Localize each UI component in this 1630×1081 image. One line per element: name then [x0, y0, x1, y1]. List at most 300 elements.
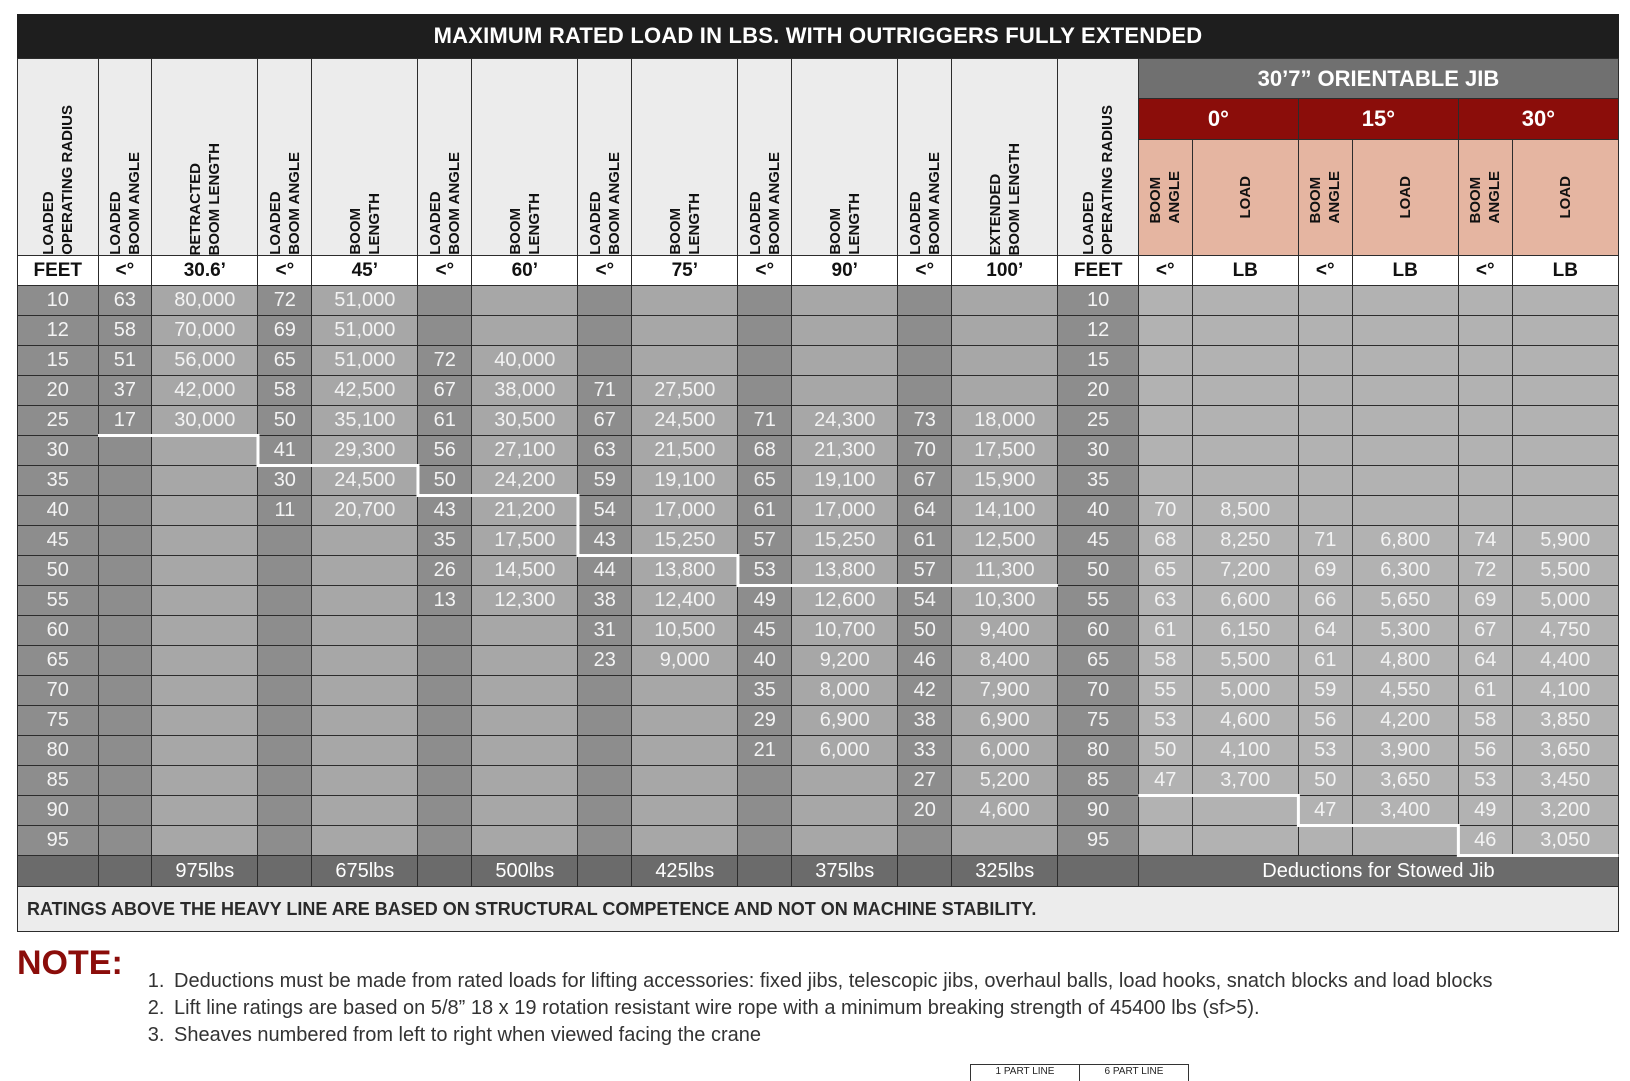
table-cell: 64	[1298, 616, 1352, 646]
table-cell	[258, 706, 312, 736]
deduction-value: 325lbs	[952, 856, 1058, 887]
table-cell	[1512, 286, 1618, 316]
table-cell	[152, 766, 258, 796]
boom-column-header	[152, 59, 258, 256]
table-cell: 33	[898, 736, 952, 766]
table-cell: 57	[898, 556, 952, 586]
table-cell: 72	[418, 346, 472, 376]
table-cell: 42,000	[152, 376, 258, 406]
table-cell: 17	[98, 406, 152, 436]
table-cell	[1512, 436, 1618, 466]
table-cell	[1138, 406, 1192, 436]
unit-label: 45’	[312, 256, 418, 286]
deduction-value: 675lbs	[312, 856, 418, 887]
table-cell	[738, 856, 792, 887]
table-cell: 95	[1058, 826, 1139, 856]
table-cell: 25	[18, 406, 99, 436]
table-cell	[1352, 436, 1458, 466]
deduction-value: 375lbs	[792, 856, 898, 887]
header-label: BOOM LENGTH	[346, 193, 383, 255]
table-cell	[1512, 346, 1618, 376]
table-cell	[1138, 286, 1192, 316]
table-cell	[312, 676, 418, 706]
table-cell: 50	[258, 406, 312, 436]
table-cell	[578, 736, 632, 766]
table-cell: 29	[738, 706, 792, 736]
table-cell: 17,000	[792, 496, 898, 526]
table-cell: 59	[1298, 676, 1352, 706]
unit-label: <°	[418, 256, 472, 286]
table-cell	[792, 826, 898, 856]
table-cell	[1352, 466, 1458, 496]
deduction-value: 500lbs	[472, 856, 578, 887]
deduction-value: 425lbs	[632, 856, 738, 887]
table-cell: 54	[898, 586, 952, 616]
table-cell: 50	[18, 556, 99, 586]
table-cell: 12	[1058, 316, 1139, 346]
unit-label: LB	[1512, 256, 1618, 286]
table-cell	[952, 346, 1058, 376]
table-cell: 26	[418, 556, 472, 586]
table-cell	[1512, 496, 1618, 526]
table-cell	[1138, 796, 1192, 826]
table-cell	[152, 556, 258, 586]
table-cell	[1192, 316, 1298, 346]
table-cell	[472, 736, 578, 766]
table-cell: 50	[418, 466, 472, 496]
table-cell: 56	[418, 436, 472, 466]
table-cell	[1352, 406, 1458, 436]
table-cell: 10	[18, 286, 99, 316]
table-cell: 67	[1458, 616, 1512, 646]
table-cell	[312, 586, 418, 616]
table-cell: 44	[578, 556, 632, 586]
unit-label: 100’	[952, 256, 1058, 286]
table-cell: 29,300	[312, 436, 418, 466]
table-cell	[1298, 376, 1352, 406]
table-cell	[98, 796, 152, 826]
table-cell	[18, 856, 99, 887]
table-cell	[1138, 376, 1192, 406]
table-cell	[578, 706, 632, 736]
table-cell	[792, 796, 898, 826]
header-label: BOOM LENGTH	[826, 193, 863, 255]
table-cell: 9,000	[632, 646, 738, 676]
jib-sub-header	[1192, 139, 1298, 255]
table-cell: 72	[1458, 556, 1512, 586]
units-row	[18, 256, 1619, 286]
table-cell: 6,000	[792, 736, 898, 766]
table-cell: 40	[738, 646, 792, 676]
table-cell: 5,900	[1512, 526, 1618, 556]
table-cell	[152, 496, 258, 526]
table-cell	[258, 796, 312, 826]
table-cell: 35	[1058, 466, 1139, 496]
table-cell: 58	[258, 376, 312, 406]
table-cell: 42,500	[312, 376, 418, 406]
header-label: LOAD	[1396, 176, 1414, 219]
table-cell: 45	[18, 526, 99, 556]
table-cell: 61	[1458, 676, 1512, 706]
note-item: 2. Lift line ratings are based on 5/8” 18 x 19 rotation resistant wire rope with a minimum breaking strength of 45400 lbs (sf>5).	[170, 995, 1630, 1022]
table-cell: 61	[1298, 646, 1352, 676]
table-cell: 17,500	[472, 526, 578, 556]
table-cell: 15	[18, 346, 99, 376]
table-row	[18, 346, 1619, 376]
table-cell: 70	[1138, 496, 1192, 526]
table-cell	[1352, 346, 1458, 376]
table-cell: 12	[18, 316, 99, 346]
table-cell	[418, 316, 472, 346]
table-cell	[1138, 466, 1192, 496]
table-cell	[632, 676, 738, 706]
note-item: 1. Deductions must be made from rated loads for lifting accessories: fixed jibs, telescopic jibs, overhaul balls, load hooks, snatch blocks and load blocks	[170, 968, 1630, 995]
table-cell: 8,400	[952, 646, 1058, 676]
table-cell	[738, 766, 792, 796]
table-cell: 5,000	[1192, 676, 1298, 706]
chart-title: MAXIMUM RATED LOAD IN LBS. WITH OUTRIGGERS FULLY EXTENDED	[17, 14, 1619, 58]
table-cell: 5,500	[1512, 556, 1618, 586]
table-cell	[1352, 316, 1458, 346]
table-cell	[792, 346, 898, 376]
table-cell: 6,000	[952, 736, 1058, 766]
table-cell	[952, 316, 1058, 346]
table-cell: 15,250	[792, 526, 898, 556]
table-cell: 27	[898, 766, 952, 796]
table-cell	[1138, 826, 1192, 856]
table-cell	[1352, 286, 1458, 316]
table-cell	[738, 346, 792, 376]
table-cell: 65	[18, 646, 99, 676]
table-cell: 5,000	[1512, 586, 1618, 616]
notes-list	[128, 968, 1630, 1049]
unit-label: <°	[98, 256, 152, 286]
table-cell	[472, 826, 578, 856]
table-cell	[898, 376, 952, 406]
table-cell: 59	[578, 466, 632, 496]
note-label: NOTE:	[17, 944, 123, 982]
table-cell	[898, 286, 952, 316]
table-cell	[578, 796, 632, 826]
stability-note: RATINGS ABOVE THE HEAVY LINE ARE BASED ON STRUCTURAL COMPETENCE AND NOT ON MACHINE STABILITY.	[17, 887, 1619, 932]
table-cell: 15	[1058, 346, 1139, 376]
jib-sub-header	[1138, 139, 1192, 255]
header-label: BOOM ANGLE	[1147, 171, 1184, 224]
table-cell: 4,550	[1352, 676, 1458, 706]
table-cell: 13,800	[632, 556, 738, 586]
unit-label: <°	[1458, 256, 1512, 286]
table-cell: 40	[18, 496, 99, 526]
table-cell: 50	[898, 616, 952, 646]
unit-label: <°	[578, 256, 632, 286]
table-cell: 3,200	[1512, 796, 1618, 826]
table-cell	[98, 646, 152, 676]
table-cell	[738, 376, 792, 406]
table-cell: 63	[98, 286, 152, 316]
table-cell	[632, 706, 738, 736]
table-cell: 30,000	[152, 406, 258, 436]
jib-angle-header: 15°	[1298, 99, 1458, 139]
header-label: LOADED BOOM ANGLE	[266, 152, 303, 255]
table-cell: 12,400	[632, 586, 738, 616]
table-cell: 13	[418, 586, 472, 616]
table-cell	[578, 856, 632, 887]
table-cell: 46	[898, 646, 952, 676]
table-cell	[1138, 346, 1192, 376]
table-cell: 6,800	[1352, 526, 1458, 556]
unit-label: FEET	[1058, 256, 1139, 286]
table-cell	[152, 796, 258, 826]
table-cell	[578, 346, 632, 376]
table-cell: 47	[1138, 766, 1192, 796]
table-cell	[578, 286, 632, 316]
table-cell	[1458, 316, 1512, 346]
table-cell: 30,500	[472, 406, 578, 436]
jib-angle-header: 0°	[1138, 99, 1298, 139]
table-cell	[312, 706, 418, 736]
table-cell: 11	[258, 496, 312, 526]
table-cell: 10,300	[952, 586, 1058, 616]
table-cell	[98, 856, 152, 887]
table-cell: 4,800	[1352, 646, 1458, 676]
table-cell	[418, 766, 472, 796]
table-cell: 64	[898, 496, 952, 526]
table-cell	[1298, 346, 1352, 376]
unit-label: FEET	[18, 256, 99, 286]
table-cell	[258, 556, 312, 586]
table-cell	[152, 826, 258, 856]
table-cell	[1512, 466, 1618, 496]
table-cell: 55	[1138, 676, 1192, 706]
unit-label: 75’	[632, 256, 738, 286]
table-cell: 64	[1458, 646, 1512, 676]
table-cell: 8,250	[1192, 526, 1298, 556]
table-cell: 21,500	[632, 436, 738, 466]
table-cell	[98, 736, 152, 766]
table-cell: 11,300	[952, 556, 1058, 586]
table-cell	[1458, 406, 1512, 436]
boom-column-header	[578, 59, 632, 256]
table-cell: 49	[738, 586, 792, 616]
table-cell: 13,800	[792, 556, 898, 586]
header-label: LOADED BOOM ANGLE	[586, 152, 623, 255]
header-label: LOADED BOOM ANGLE	[906, 152, 943, 255]
table-cell: 65	[258, 346, 312, 376]
table-cell	[1352, 826, 1458, 856]
table-cell: 35,100	[312, 406, 418, 436]
table-cell: 25	[1058, 406, 1139, 436]
legend-item: 1 PART LINE	[970, 1064, 1080, 1081]
unit-label: <°	[1138, 256, 1192, 286]
unit-label: 90’	[792, 256, 898, 286]
table-cell	[312, 646, 418, 676]
table-cell: 45	[738, 616, 792, 646]
table-cell: 57	[738, 526, 792, 556]
table-cell: 55	[18, 586, 99, 616]
table-cell	[98, 616, 152, 646]
table-cell: 24,500	[632, 406, 738, 436]
table-cell: 12,600	[792, 586, 898, 616]
table-cell	[312, 616, 418, 646]
table-cell	[98, 586, 152, 616]
table-cell	[418, 826, 472, 856]
jib-angle-header: 30°	[1458, 99, 1618, 139]
table-cell: 70,000	[152, 316, 258, 346]
table-cell	[152, 646, 258, 676]
table-cell: 65	[738, 466, 792, 496]
table-cell	[258, 586, 312, 616]
table-cell: 61	[738, 496, 792, 526]
table-cell: 67	[578, 406, 632, 436]
table-cell: 51,000	[312, 316, 418, 346]
table-cell: 6,900	[952, 706, 1058, 736]
table-row	[18, 736, 1619, 766]
table-cell	[1298, 826, 1352, 856]
table-cell: 20,700	[312, 496, 418, 526]
table-cell: 51,000	[312, 346, 418, 376]
table-cell: 12,300	[472, 586, 578, 616]
table-cell: 40	[1058, 496, 1139, 526]
table-cell	[1298, 406, 1352, 436]
table-cell: 3,650	[1512, 736, 1618, 766]
table-cell: 69	[1298, 556, 1352, 586]
jib-deduction-label: Deductions for Stowed Jib	[1138, 856, 1618, 887]
table-cell: 35	[418, 526, 472, 556]
load-chart	[17, 14, 1619, 932]
header-label: LOAD	[1236, 176, 1254, 219]
table-cell	[578, 316, 632, 346]
table-cell	[98, 766, 152, 796]
table-cell: 31	[578, 616, 632, 646]
table-cell	[472, 706, 578, 736]
header-label: LOADED BOOM ANGLE	[426, 152, 463, 255]
table-cell	[418, 736, 472, 766]
table-cell	[898, 346, 952, 376]
table-cell: 18,000	[952, 406, 1058, 436]
table-cell: 38	[898, 706, 952, 736]
boom-column-header	[258, 59, 312, 256]
table-cell	[418, 616, 472, 646]
jib-title: 30’7” ORIENTABLE JIB	[1138, 59, 1618, 99]
table-cell: 41	[258, 436, 312, 466]
jib-sub-header	[1512, 139, 1618, 255]
table-cell: 43	[578, 526, 632, 556]
table-cell: 4,100	[1192, 736, 1298, 766]
unit-label: <°	[258, 256, 312, 286]
table-cell	[632, 826, 738, 856]
table-row	[18, 496, 1619, 526]
table-cell: 68	[1138, 526, 1192, 556]
table-cell: 38,000	[472, 376, 578, 406]
table-cell	[1352, 496, 1458, 526]
boom-column-header	[472, 59, 578, 256]
table-cell	[1512, 316, 1618, 346]
table-cell	[632, 316, 738, 346]
unit-label: LB	[1192, 256, 1298, 286]
table-cell	[152, 616, 258, 646]
table-cell: 65	[1138, 556, 1192, 586]
table-cell	[472, 286, 578, 316]
table-cell	[1458, 286, 1512, 316]
table-cell: 46	[1458, 826, 1512, 856]
table-cell	[792, 316, 898, 346]
table-cell: 60	[18, 616, 99, 646]
table-cell: 21,300	[792, 436, 898, 466]
table-cell	[1058, 856, 1139, 887]
table-cell: 67	[898, 466, 952, 496]
header-label: LOADED OPERATING RADIUS	[39, 105, 76, 255]
table-cell: 4,750	[1512, 616, 1618, 646]
table-cell	[258, 676, 312, 706]
table-cell	[578, 766, 632, 796]
unit-label: 60’	[472, 256, 578, 286]
table-cell	[258, 826, 312, 856]
table-cell	[472, 316, 578, 346]
table-cell	[632, 736, 738, 766]
table-cell: 65	[1058, 646, 1139, 676]
table-cell: 42	[898, 676, 952, 706]
table-cell	[1298, 286, 1352, 316]
table-cell: 27,100	[472, 436, 578, 466]
table-cell: 4,600	[952, 796, 1058, 826]
table-cell	[98, 826, 152, 856]
table-row	[18, 556, 1619, 586]
table-cell	[578, 676, 632, 706]
radius-header	[1058, 59, 1139, 256]
table-row	[18, 376, 1619, 406]
table-cell	[418, 796, 472, 826]
table-cell	[952, 826, 1058, 856]
boom-column-header	[312, 59, 418, 256]
table-cell	[152, 436, 258, 466]
table-cell: 95	[18, 826, 99, 856]
table-cell	[1192, 796, 1298, 826]
boom-column-header	[98, 59, 152, 256]
table-cell: 35	[18, 466, 99, 496]
table-cell: 3,050	[1512, 826, 1618, 856]
jib-sub-header	[1458, 139, 1512, 255]
table-cell	[898, 826, 952, 856]
table-cell	[152, 676, 258, 706]
table-cell	[98, 676, 152, 706]
table-cell	[1192, 406, 1298, 436]
table-cell: 37	[98, 376, 152, 406]
table-cell	[312, 826, 418, 856]
table-cell: 8,500	[1192, 496, 1298, 526]
table-cell: 30	[1058, 436, 1139, 466]
table-cell: 30	[258, 466, 312, 496]
table-cell	[792, 286, 898, 316]
header-label: BOOM LENGTH	[506, 193, 543, 255]
table-cell	[98, 436, 152, 466]
table-cell: 60	[1058, 616, 1139, 646]
table-cell: 19,100	[792, 466, 898, 496]
table-cell	[632, 346, 738, 376]
table-cell: 27,500	[632, 376, 738, 406]
table-cell	[98, 466, 152, 496]
table-cell	[1138, 316, 1192, 346]
table-cell: 4,200	[1352, 706, 1458, 736]
table-cell	[1458, 496, 1512, 526]
table-cell	[258, 736, 312, 766]
table-row	[18, 286, 1619, 316]
header-label: EXTENDED BOOM LENGTH	[986, 142, 1023, 255]
table-cell: 15,900	[952, 466, 1058, 496]
table-cell	[258, 856, 312, 887]
table-cell: 68	[738, 436, 792, 466]
unit-label: <°	[898, 256, 952, 286]
table-cell: 50	[1298, 766, 1352, 796]
